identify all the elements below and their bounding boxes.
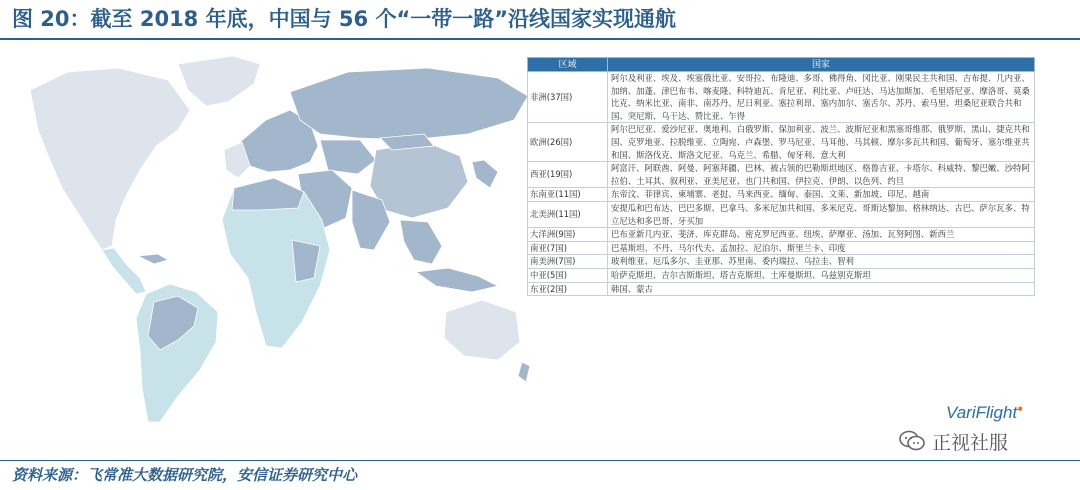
- watermark-text: 正视社服: [932, 431, 1009, 454]
- brand-dot-icon: ●: [1017, 403, 1024, 415]
- map-region-australia: [444, 300, 520, 360]
- variflight-logo: [946, 403, 1023, 423]
- table-row: [528, 201, 1035, 227]
- region-cell: 中亚(5国): [528, 268, 608, 282]
- region-cell: 西亚(19国): [528, 162, 608, 188]
- map-region-central-america: [102, 248, 146, 294]
- map-region-north-america: [30, 68, 190, 250]
- table-row: [528, 268, 1035, 282]
- countries-cell: 玻利维亚、厄瓜多尔、圭亚那、苏里南、委内瑞拉、乌拉圭、智利: [608, 255, 1035, 269]
- brand-name: VariFlight: [946, 403, 1018, 422]
- footer-divider: [0, 460, 1080, 461]
- map-region-korea-japan: [472, 160, 498, 188]
- watermark: [898, 427, 1008, 455]
- region-cell: 南亚(7国): [528, 241, 608, 255]
- table-row: [528, 241, 1035, 255]
- countries-cell: 巴基斯坦、不丹、马尔代夫、孟加拉、尼泊尔、斯里兰卡、印度: [608, 241, 1035, 255]
- table-row: [528, 123, 1035, 162]
- map-region-southeast-asia: [400, 220, 442, 264]
- source-note: 资料来源：飞常准大数据研究院，安信证券研究中心: [12, 466, 358, 484]
- map-region-caribbean: [138, 254, 168, 264]
- table-row: [528, 255, 1035, 269]
- map-region-greenland: [178, 56, 260, 106]
- countries-cell: 阿尔及利亚、埃及、埃塞俄比亚、安哥拉、布隆迪、多哥、佛得角、冈比亚、刚果民主共和国、吉布提、几内亚、加纳、加蓬、津巴布韦、喀麦隆、科特迪瓦、肯尼亚、利比亚、卢旺达、马达加斯加、毛里塔尼亚、摩洛哥、莫桑比克、纳米比亚、南非、南苏丹、尼日利亚、塞拉利昂、塞内加尔、塞舌尔、苏丹、索马里、坦桑尼亚联合共和国、突尼斯、乌干达、赞比亚、乍得: [608, 72, 1035, 123]
- table-row: [528, 162, 1035, 188]
- region-cell: 东亚(2国): [528, 282, 608, 296]
- country-table: [527, 57, 1035, 296]
- wechat-icon: [898, 429, 926, 453]
- title-divider: [0, 38, 1080, 40]
- countries-cell: 哈萨克斯坦、吉尔吉斯斯坦、塔吉克斯坦、土库曼斯坦、乌兹别克斯坦: [608, 268, 1035, 282]
- header-region: 区域: [528, 58, 608, 72]
- countries-cell: 阿富汗、阿联酋、阿曼、阿塞拜疆、巴林、被占领的巴勒斯坦地区、格鲁吉亚、卡塔尔、科威特、黎巴嫩、沙特阿拉伯、土耳其、叙利亚、亚美尼亚、也门共和国、伊拉克、伊朗、以色列、约旦: [608, 162, 1035, 188]
- header-countries: 国家: [608, 58, 1035, 72]
- region-cell: 欧洲(26国): [528, 123, 608, 162]
- region-cell: 东南亚(11国): [528, 188, 608, 202]
- region-cell: 非洲(37国): [528, 72, 608, 123]
- table-row: [528, 72, 1035, 123]
- map-region-russia: [290, 68, 528, 140]
- map-region-indonesia: [416, 268, 498, 292]
- table-header-row: [528, 58, 1035, 72]
- map-region-new-zealand: [518, 362, 530, 382]
- table-row: [528, 228, 1035, 242]
- countries-cell: 巴布亚新几内亚、斐济、库克群岛、密克罗尼西亚、纽埃、萨摩亚、汤加、瓦努阿图、新西兰: [608, 228, 1035, 242]
- region-cell: 南美洲(7国): [528, 255, 608, 269]
- map-region-africa-north: [232, 178, 304, 210]
- countries-cell: 韩国、蒙古: [608, 282, 1035, 296]
- table-row: [528, 282, 1035, 296]
- region-cell: 北美洲(11国): [528, 201, 608, 227]
- world-map-graphic: [28, 50, 534, 428]
- countries-cell: 东帝汶、菲律宾、柬埔寨、老挝、马来西亚、缅甸、泰国、文莱、新加坡、印尼、越南: [608, 188, 1035, 202]
- countries-cell: 阿尔巴尼亚、爱沙尼亚、奥地利、白俄罗斯、保加利亚、波兰、波斯尼亚和黑塞哥维那、俄罗斯、黑山、捷克共和国、克罗地亚、拉脱维亚、立陶宛、卢森堡、罗马尼亚、马耳他、马其顿、摩尔多瓦共和国、葡萄牙、塞尔维亚共和国、斯洛伐克、斯洛文尼亚、乌克兰、希腊、匈牙利、意大利: [608, 123, 1035, 162]
- region-cell: 大洋洲(9国): [528, 228, 608, 242]
- map-region-central-asia: [320, 140, 376, 174]
- countries-cell: 安提瓜和巴布达、巴巴多斯、巴拿马、多米尼加共和国、多米尼克、哥斯达黎加、格林纳达、古巴、萨尔瓦多、特立尼达和多巴哥、牙买加: [608, 201, 1035, 227]
- table-row: [528, 188, 1035, 202]
- world-map: [28, 50, 534, 428]
- figure-title: 图 20：截至 2018 年底，中国与 56 个“一带一路”沿线国家实现通航: [12, 7, 677, 31]
